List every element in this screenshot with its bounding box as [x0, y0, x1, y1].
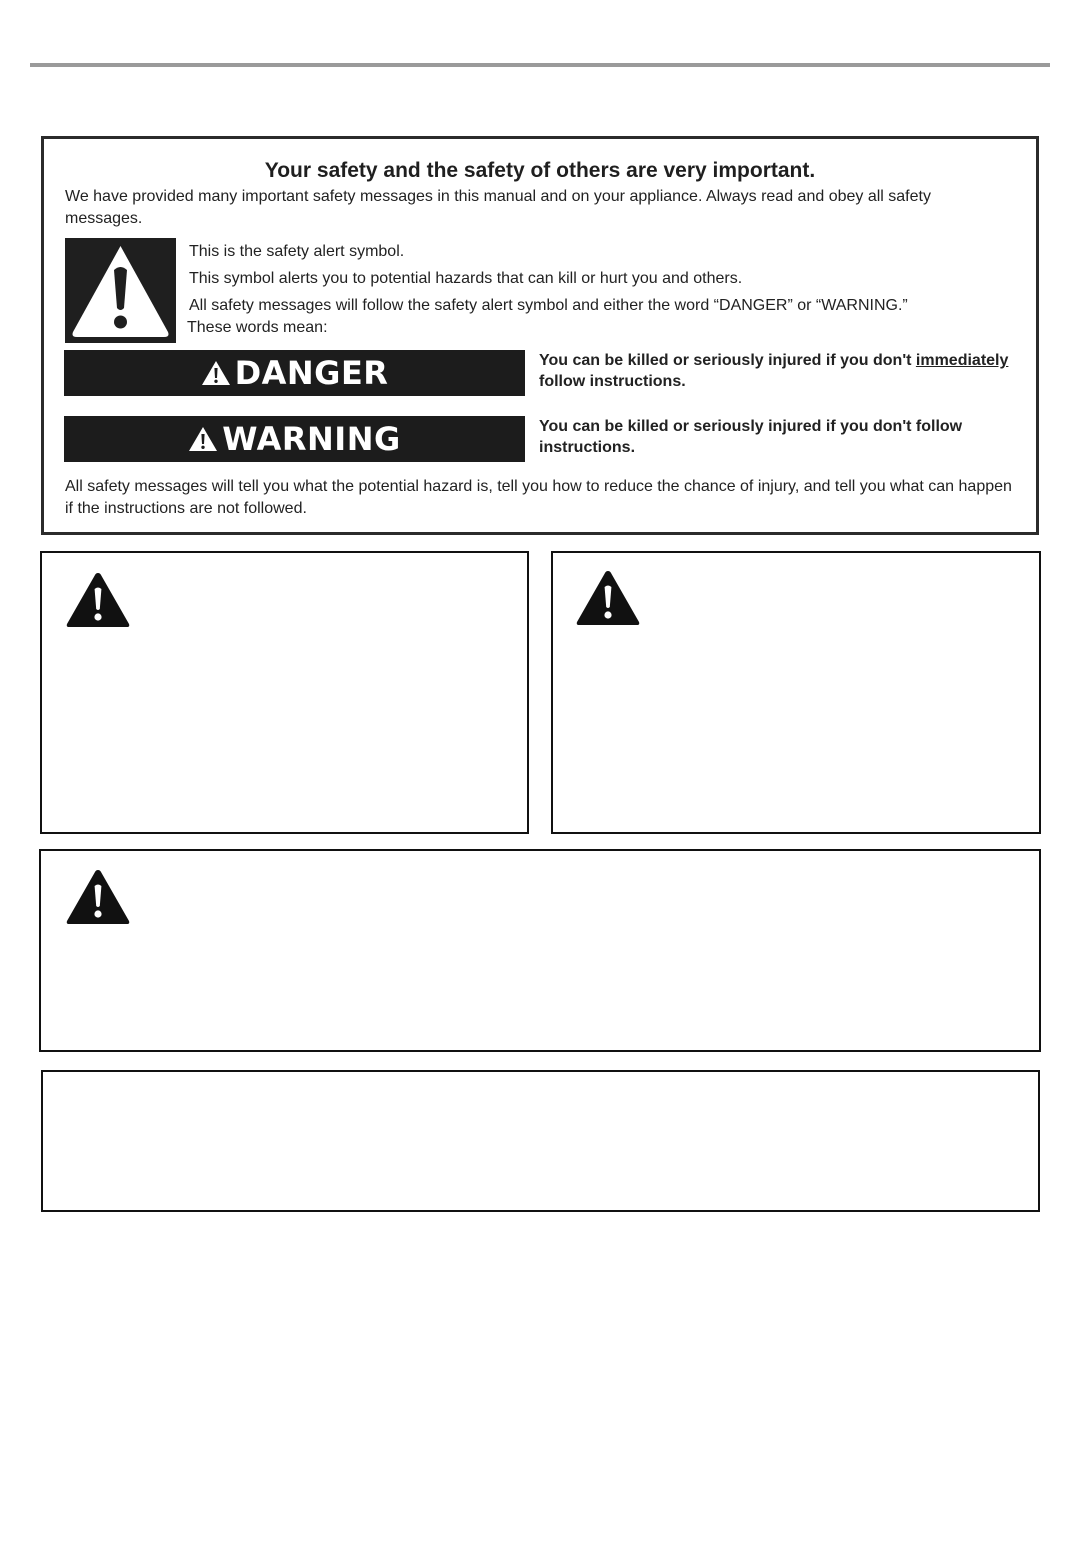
danger-signal-bar [64, 350, 525, 396]
warning-triangle-icon [201, 359, 231, 387]
safety-intro-title: Your safety and the safety of others are very important. [264, 159, 816, 182]
warning-triangle-icon [65, 238, 176, 343]
top-rule [30, 63, 1050, 67]
danger-desc-after: follow instructions. [539, 373, 686, 390]
danger-desc-before: You can be killed or seriously injured if you don't [539, 352, 916, 369]
danger-label: DANGER [234, 354, 389, 392]
danger-description [539, 350, 1029, 392]
symbol-line-1: This is the safety alert symbol. [189, 243, 405, 260]
safety-alert-symbol [65, 238, 176, 343]
warning-triangle-icon [66, 868, 130, 926]
warning-description: You can be killed or seriously injured if you don't follow instructions. [539, 418, 963, 456]
warning-panel-right [551, 551, 1041, 834]
warning-panel-left [40, 551, 529, 834]
danger-desc-emphasis: immediately [915, 352, 1009, 369]
symbol-line-4: These words mean: [187, 319, 328, 336]
symbol-line-2: This symbol alerts you to potential hazards that can kill or hurt you and others. [189, 270, 743, 287]
warning-signal-bar [64, 416, 525, 462]
safety-intro-lead: We have provided many important safety messages in this manual and on your appliance. Always read and obey all safety messages. [65, 188, 931, 227]
safety-intro-closing: All safety messages will tell you what the potential hazard is, tell you how to reduce the chance of injury, and tell you what can happen if the instructions are not followed. [65, 478, 1012, 517]
warning-label: WARNING [222, 420, 401, 458]
notice-panel [41, 1070, 1040, 1212]
symbol-line-3: All safety messages will follow the safety alert symbol and either the word “DANGER” or “WARNING.” [189, 297, 908, 314]
safety-intro-box [41, 136, 1039, 535]
warning-triangle-icon [188, 425, 218, 453]
warning-triangle-icon [66, 571, 130, 629]
warning-panel-wide [39, 849, 1041, 1052]
warning-triangle-icon [576, 569, 640, 627]
